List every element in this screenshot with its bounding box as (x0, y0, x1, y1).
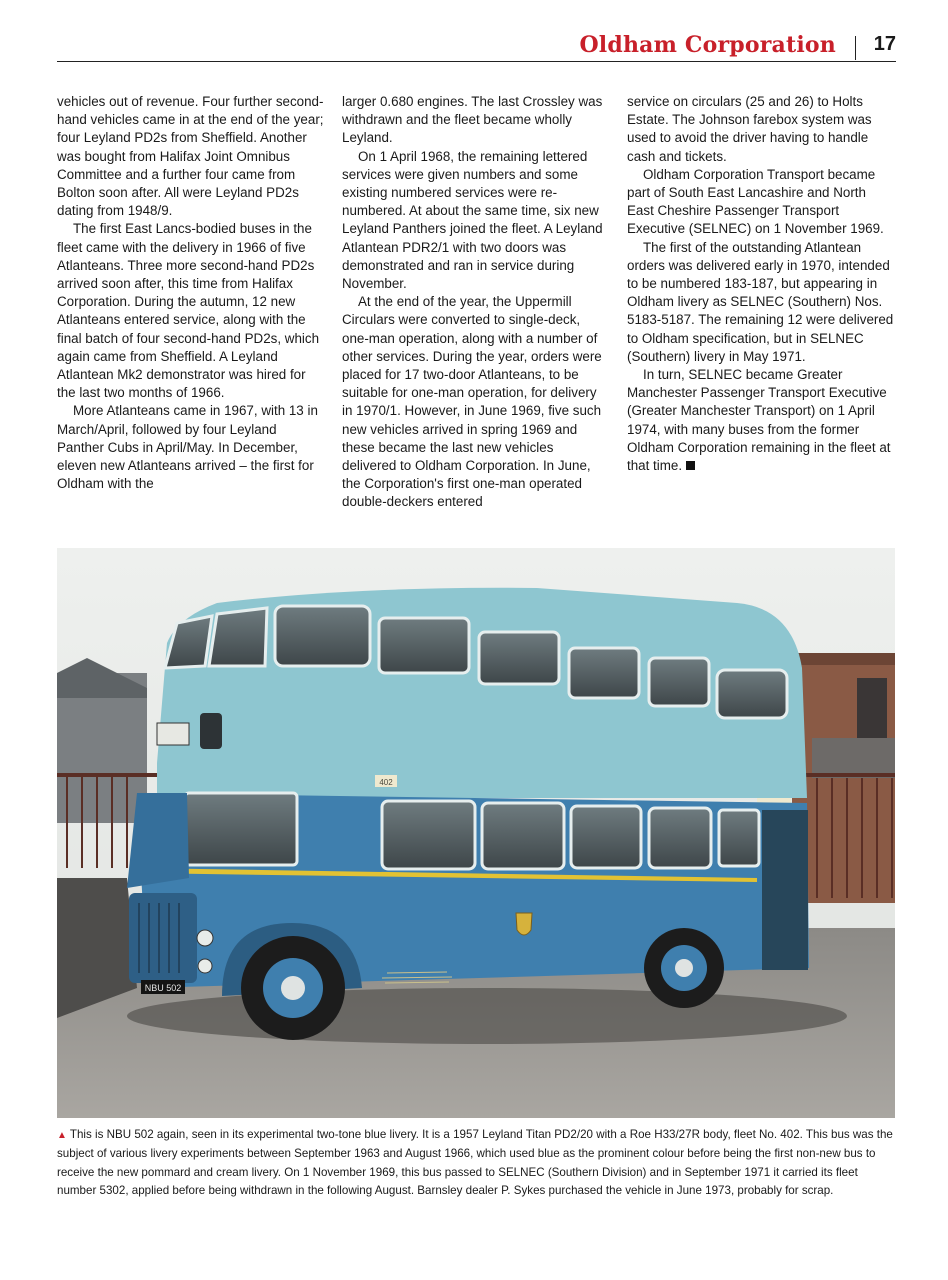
caption-triangle-icon: ▲ (57, 1130, 67, 1141)
paragraph: larger 0.680 engines. The last Crossley was withdrawn and the fleet became wholly Leyland. (342, 94, 603, 146)
paragraph: At the end of the year, the Uppermill Circulars were converted to single-deck, one-man operation, along with a number of other services. During the year, orders were placed for 17 two-door Atlanteans, to be suitable for one-man operation, for delivery in 1970/1. However, in June 1969, five such new vehicles arrived in spring 1969 and these became the last new vehicles delivered to Oldham Corporation. In June, the Corporation's first one-man operated double-deckers entered (342, 294, 602, 510)
paragraph: Oldham Corporation Transport became part of South East Lancashire and North East Cheshire Passenger Transport Executive (SELNEC) on 1 November 1969. (627, 166, 884, 237)
paragraph-text: In turn, SELNEC became Greater Manchester Passenger Transport Executive (Greater Manchester Transport) on 1 April 1974, with many buses from the former Oldham Corporation remaining in the fleet at that time. (627, 367, 891, 474)
paragraph: service on circulars (25 and 26) to Holts Estate. The Johnson farebox system was used to avoid the driver having to handle cash and tickets. (627, 94, 872, 164)
running-header (57, 30, 896, 62)
chapter-title: Oldham Corporation (579, 32, 836, 58)
caption-text: This is NBU 502 again, seen in its experimental two-tone blue livery. It is a 1957 Leyland Titan PD2/20 with a Roe H33/27R body, fleet No. 402. This bus was the subject of various livery experiments between September 1963 and August 1966, which used blue as the prominent colour before being the first non-new bus to receive the new pommard and cream livery. On 1 November 1969, this bus passed to SELNEC (Southern Division) and in September 1971 it carried its fleet number 5302, applied before being withdrawn in the following August. Barnsley dealer P. Sykes purchased the vehicle in June 1973, probably for scrap. (57, 1128, 893, 1198)
fleet-number-text: 402 (379, 778, 393, 787)
paragraph: The first East Lancs-bodied buses in the fleet came with the delivery in 1966 of five Atlanteans. Three more second-hand PD2s arrived soon after, this time from Halifax Corporation. During the autumn, 12 new Atlanteans entered service, along with the final batch of four second-hand PD2s, which again came from Sheffield. A Leyland Atlantean Mk2 demonstrator was hired for the last two months of 1966. (57, 221, 320, 401)
bus-photograph (57, 548, 895, 1118)
photo-caption (57, 1126, 895, 1201)
paragraph: The first of the outstanding Atlantean orders was delivered early in 1970, intended to be numbered 183-187, but appearing in Oldham livery as SELNEC (Southern) Nos. 5183-5187. The remaining 12 were delivered to Oldham specification, but in SELNEC (Southern) livery in May 1971. (627, 239, 894, 364)
header-separator (855, 36, 857, 60)
text-column-1 (57, 93, 325, 512)
page-number: 17 (873, 33, 896, 55)
paragraph (627, 366, 895, 475)
bus-photo-illustration (57, 548, 895, 1118)
paragraph: On 1 April 1968, the remaining lettered services were given numbers and some existing numbered services were re-numbered. At about the same time, six new Leyland Panthers joined the fleet. A Leyland Atlantean PDR2/1 with two doors was demonstrated and ran in service during November. (342, 148, 603, 292)
paragraph: More Atlanteans came in 1967, with 13 in March/April, followed by four Leyland Panther Cubs in April/May. In December, eleven new Atlanteans arrived – the first for Oldham with the (57, 403, 318, 492)
text-column-3 (627, 93, 895, 512)
end-of-article-mark (686, 461, 695, 470)
paragraph: vehicles out of revenue. Four further second-hand vehicles came in at the end of the year; four Leyland PD2s from Sheffield. Another was bought from Halifax Joint Omnibus Committee and a further four came from Bolton soon after. All were Leyland PD2s dating from 1948/9. (57, 94, 324, 219)
text-column-2 (342, 93, 610, 512)
registration-plate-text: NBU 502 (144, 983, 182, 993)
body-text (57, 93, 895, 512)
